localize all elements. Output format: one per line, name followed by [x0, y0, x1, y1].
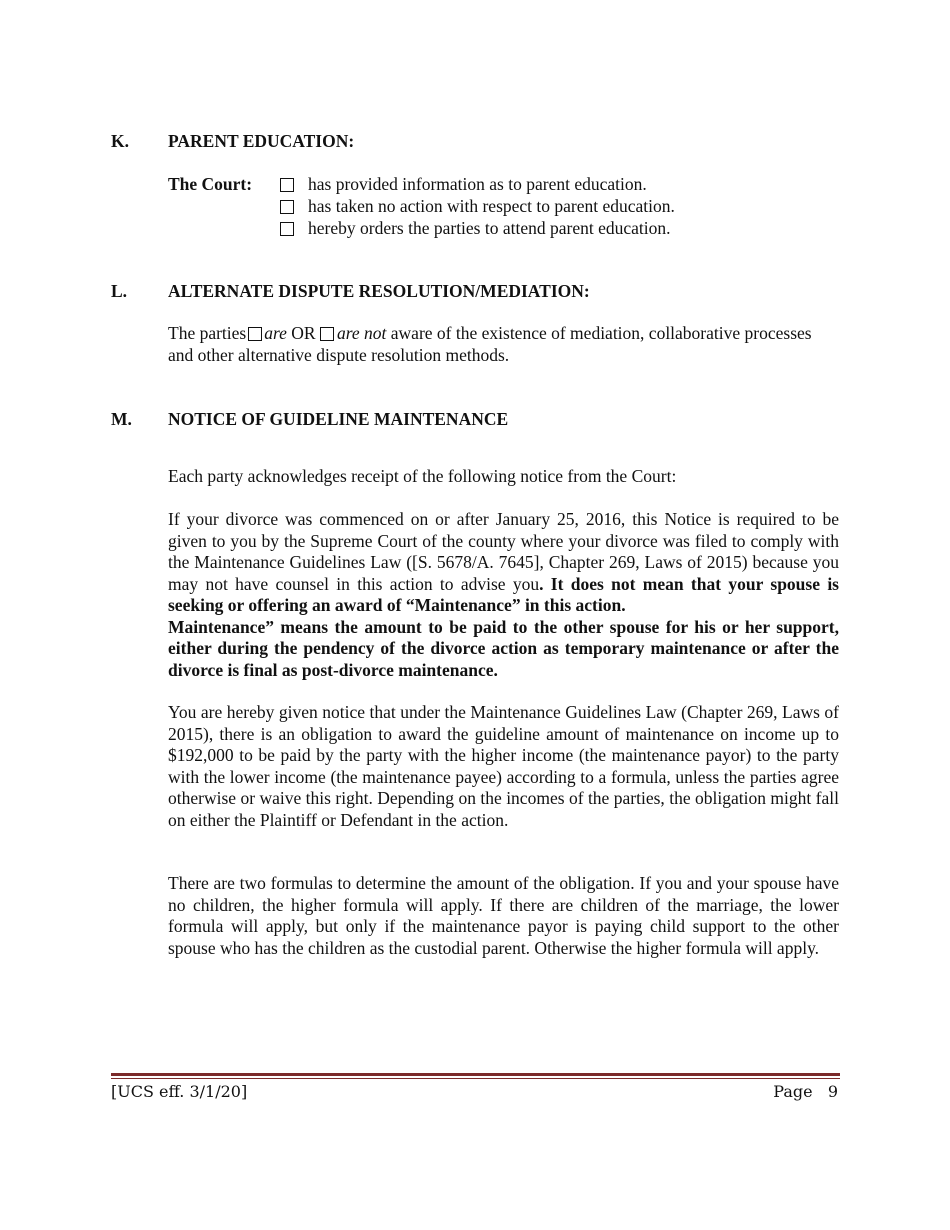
section-m-letter: M.	[111, 409, 132, 429]
notice-intro: Each party acknowledges receipt of the following notice from the Court:	[168, 466, 677, 486]
section-l-title: ALTERNATE DISPUTE RESOLUTION/MEDIATION:	[168, 281, 590, 301]
form-version: [UCS eff. 3/1/20]	[111, 1082, 248, 1101]
court-label: The Court:	[168, 174, 253, 194]
mediation-text: aware of the existence of mediation, collaborative processes and other alternative dispute resolution methods.	[168, 323, 812, 365]
page-number: Page 9	[773, 1082, 838, 1101]
section-m-title: NOTICE OF GUIDELINE MAINTENANCE	[168, 409, 509, 429]
or-label: OR	[291, 323, 316, 343]
are-not-label: are not	[336, 323, 387, 343]
footer-rule-thin	[111, 1078, 840, 1079]
option-label: has taken no action with respect to parent education.	[308, 196, 675, 216]
notice-paragraph-2: You are hereby given notice that under the Maintenance Guidelines Law (Chapter 269, Laws of 2015), there is an obligation to award the guideline amount of maintenance on income up to $192,000 to be paid by the party with the higher income (the maintenance payor) to the party with the lower income (the maintenance payee) according to a formula, unless the parties agree otherwise or waive this right. Depending on the incomes of the parties, the obligation might fall on either the Plaintiff or Defendant in the action.	[168, 702, 839, 830]
are-not-checkbox[interactable]	[320, 327, 334, 341]
checkbox[interactable]	[280, 178, 294, 192]
mediation-awareness-paragraph	[168, 323, 839, 366]
are-checkbox[interactable]	[248, 327, 262, 341]
notice-paragraph-1	[168, 509, 839, 681]
section-k-letter: K.	[111, 131, 129, 151]
notice-p1-bold-a: . It does not mean that your spouse is seeking or offering an award of “Maintenance” in this action.	[168, 573, 839, 615]
checkbox[interactable]	[280, 222, 294, 236]
parent-education-option-1[interactable]	[280, 174, 647, 194]
notice-paragraph-3: There are two formulas to determine the amount of the obligation. If you and your spouse have no children, the higher formula will apply. If there are children of the marriage, the lower formula will apply, but only if the maintenance payor is paying child support to the other spouse who has the children as the custodial parent. Otherwise the higher formula will apply.	[168, 873, 839, 958]
option-label: hereby orders the parties to attend parent education.	[308, 218, 671, 238]
checkbox[interactable]	[280, 200, 294, 214]
notice-p1-text: If your divorce was commenced on or after January 25, 2016, this Notice is required to be given to you by the Supreme Court of the county where your divorce was filed to comply with the Maintenance Guidelines Law ([S. 5678/A. 7645], Chapter 269, Laws of 2015) because you may not have counsel in this action to advise you	[168, 509, 839, 594]
parties-text: The parties	[168, 323, 247, 343]
notice-p1-bold-b: Maintenance” means the amount to be paid to the other spouse for his or her support, either during the pendency of the divorce action as temporary maintenance or after the divorce is final as post-divorce maintenance.	[168, 616, 839, 680]
are-label: are	[264, 323, 287, 343]
option-label: has provided information as to parent education.	[308, 174, 647, 194]
section-k-title: PARENT EDUCATION:	[168, 131, 355, 151]
parent-education-option-2[interactable]	[280, 196, 675, 216]
section-l-letter: L.	[111, 281, 128, 301]
parent-education-option-3[interactable]	[280, 218, 671, 238]
footer-rule	[111, 1073, 840, 1076]
